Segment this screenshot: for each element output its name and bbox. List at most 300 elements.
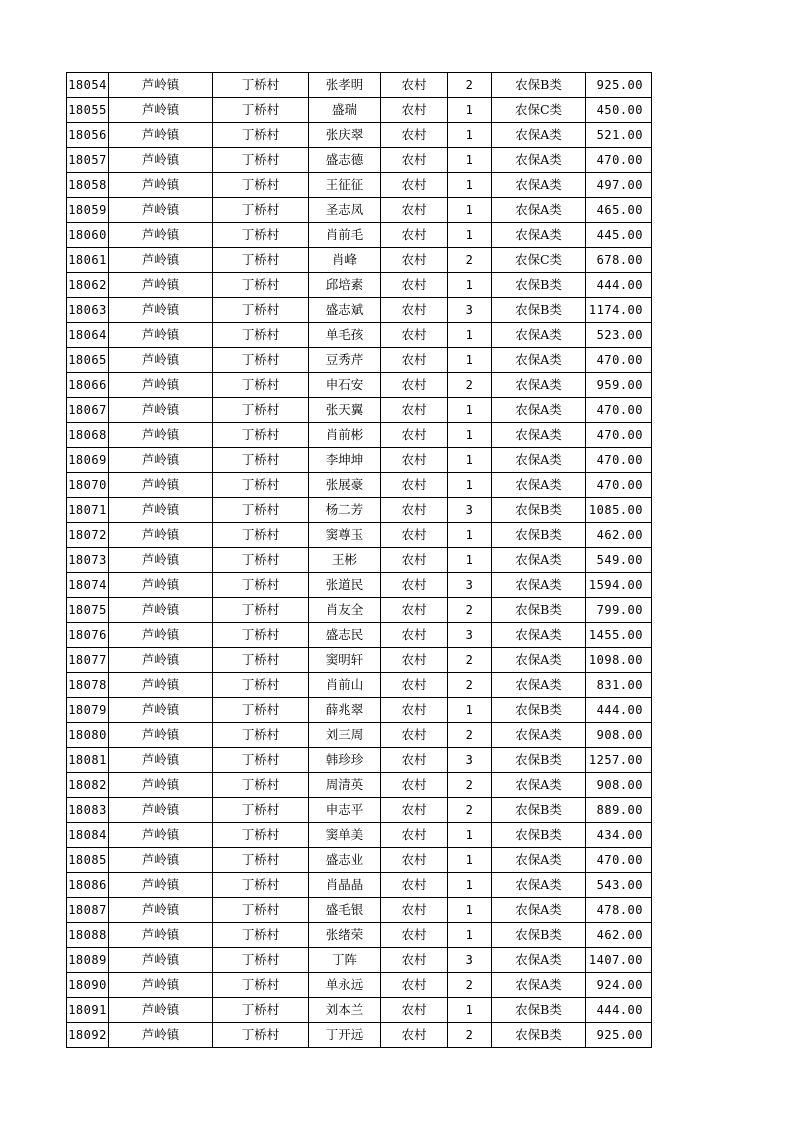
record-id-cell: 18092 — [67, 1023, 109, 1048]
amount-cell: 445.00 — [586, 223, 652, 248]
amount-cell: 1594.00 — [586, 573, 652, 598]
record-id-cell: 18062 — [67, 273, 109, 298]
household-type-cell: 农村 — [381, 748, 448, 773]
record-id-cell: 18054 — [67, 73, 109, 98]
person-name-cell: 邱培素 — [309, 273, 381, 298]
person-name-cell: 单永远 — [309, 973, 381, 998]
category-cell: 农保A类 — [492, 348, 586, 373]
category-cell: 农保B类 — [492, 798, 586, 823]
category-cell: 农保C类 — [492, 248, 586, 273]
person-name-cell: 薛兆翠 — [309, 698, 381, 723]
town-cell: 芦岭镇 — [109, 323, 213, 348]
record-id-cell: 18069 — [67, 448, 109, 473]
household-type-cell: 农村 — [381, 298, 448, 323]
person-name-cell: 张庆翠 — [309, 123, 381, 148]
person-name-cell: 豆秀芹 — [309, 348, 381, 373]
category-cell: 农保A类 — [492, 898, 586, 923]
village-cell: 丁桥村 — [213, 898, 309, 923]
table-row — [67, 448, 652, 473]
table-row — [67, 623, 652, 648]
member-count-cell: 1 — [448, 123, 492, 148]
town-cell: 芦岭镇 — [109, 173, 213, 198]
table-row — [67, 323, 652, 348]
town-cell: 芦岭镇 — [109, 998, 213, 1023]
category-cell: 农保A类 — [492, 173, 586, 198]
table-row — [67, 123, 652, 148]
household-type-cell: 农村 — [381, 148, 448, 173]
category-cell: 农保A类 — [492, 648, 586, 673]
person-name-cell: 盛志斌 — [309, 298, 381, 323]
village-cell: 丁桥村 — [213, 273, 309, 298]
table-row — [67, 198, 652, 223]
household-type-cell: 农村 — [381, 473, 448, 498]
household-type-cell: 农村 — [381, 373, 448, 398]
household-type-cell: 农村 — [381, 73, 448, 98]
household-type-cell: 农村 — [381, 598, 448, 623]
record-id-cell: 18091 — [67, 998, 109, 1023]
village-cell: 丁桥村 — [213, 198, 309, 223]
category-cell: 农保B类 — [492, 598, 586, 623]
household-type-cell: 农村 — [381, 398, 448, 423]
person-name-cell: 肖前彬 — [309, 423, 381, 448]
town-cell: 芦岭镇 — [109, 723, 213, 748]
person-name-cell: 王征征 — [309, 173, 381, 198]
amount-cell: 1257.00 — [586, 748, 652, 773]
village-cell: 丁桥村 — [213, 248, 309, 273]
household-type-cell: 农村 — [381, 898, 448, 923]
town-cell: 芦岭镇 — [109, 373, 213, 398]
person-name-cell: 盛毛银 — [309, 898, 381, 923]
amount-cell: 678.00 — [586, 248, 652, 273]
village-cell: 丁桥村 — [213, 573, 309, 598]
person-name-cell: 王彬 — [309, 548, 381, 573]
village-cell: 丁桥村 — [213, 923, 309, 948]
category-cell: 农保A类 — [492, 948, 586, 973]
person-name-cell: 盛志德 — [309, 148, 381, 173]
town-cell: 芦岭镇 — [109, 598, 213, 623]
table-row — [67, 798, 652, 823]
records-table — [66, 72, 652, 1048]
village-cell: 丁桥村 — [213, 223, 309, 248]
person-name-cell: 申石安 — [309, 373, 381, 398]
person-name-cell: 张天翼 — [309, 398, 381, 423]
town-cell: 芦岭镇 — [109, 923, 213, 948]
record-id-cell: 18087 — [67, 898, 109, 923]
member-count-cell: 2 — [448, 248, 492, 273]
member-count-cell: 2 — [448, 648, 492, 673]
category-cell: 农保B类 — [492, 998, 586, 1023]
town-cell: 芦岭镇 — [109, 823, 213, 848]
table-row — [67, 298, 652, 323]
table-row — [67, 598, 652, 623]
member-count-cell: 3 — [448, 298, 492, 323]
category-cell: 农保A类 — [492, 148, 586, 173]
village-cell: 丁桥村 — [213, 423, 309, 448]
person-name-cell: 张道民 — [309, 573, 381, 598]
record-id-cell: 18057 — [67, 148, 109, 173]
town-cell: 芦岭镇 — [109, 148, 213, 173]
person-name-cell: 刘三周 — [309, 723, 381, 748]
amount-cell: 1455.00 — [586, 623, 652, 648]
category-cell: 农保A类 — [492, 573, 586, 598]
record-id-cell: 18058 — [67, 173, 109, 198]
record-id-cell: 18090 — [67, 973, 109, 998]
amount-cell: 924.00 — [586, 973, 652, 998]
person-name-cell: 张孝明 — [309, 73, 381, 98]
record-id-cell: 18078 — [67, 673, 109, 698]
person-name-cell: 张绪荣 — [309, 923, 381, 948]
person-name-cell: 肖峰 — [309, 248, 381, 273]
town-cell: 芦岭镇 — [109, 98, 213, 123]
village-cell: 丁桥村 — [213, 873, 309, 898]
record-id-cell: 18076 — [67, 623, 109, 648]
household-type-cell: 农村 — [381, 123, 448, 148]
category-cell: 农保A类 — [492, 973, 586, 998]
table-row — [67, 523, 652, 548]
person-name-cell: 丁阵 — [309, 948, 381, 973]
record-id-cell: 18063 — [67, 298, 109, 323]
town-cell: 芦岭镇 — [109, 948, 213, 973]
member-count-cell: 1 — [448, 548, 492, 573]
amount-cell: 1098.00 — [586, 648, 652, 673]
amount-cell: 831.00 — [586, 673, 652, 698]
record-id-cell: 18088 — [67, 923, 109, 948]
amount-cell: 470.00 — [586, 848, 652, 873]
member-count-cell: 2 — [448, 373, 492, 398]
town-cell: 芦岭镇 — [109, 673, 213, 698]
village-cell: 丁桥村 — [213, 98, 309, 123]
household-type-cell: 农村 — [381, 573, 448, 598]
member-count-cell: 3 — [448, 623, 492, 648]
person-name-cell: 肖晶晶 — [309, 873, 381, 898]
member-count-cell: 2 — [448, 73, 492, 98]
table-row — [67, 973, 652, 998]
table-row — [67, 898, 652, 923]
table-row — [67, 773, 652, 798]
village-cell: 丁桥村 — [213, 148, 309, 173]
record-id-cell: 18061 — [67, 248, 109, 273]
category-cell: 农保B类 — [492, 1023, 586, 1048]
table-row — [67, 748, 652, 773]
member-count-cell: 2 — [448, 973, 492, 998]
table-row — [67, 398, 652, 423]
member-count-cell: 1 — [448, 698, 492, 723]
member-count-cell: 1 — [448, 448, 492, 473]
member-count-cell: 2 — [448, 773, 492, 798]
household-type-cell: 农村 — [381, 98, 448, 123]
amount-cell: 470.00 — [586, 473, 652, 498]
record-id-cell: 18067 — [67, 398, 109, 423]
member-count-cell: 3 — [448, 498, 492, 523]
village-cell: 丁桥村 — [213, 448, 309, 473]
amount-cell: 908.00 — [586, 773, 652, 798]
category-cell: 农保A类 — [492, 448, 586, 473]
person-name-cell: 单毛孩 — [309, 323, 381, 348]
household-type-cell: 农村 — [381, 823, 448, 848]
record-id-cell: 18059 — [67, 198, 109, 223]
table-row — [67, 673, 652, 698]
town-cell: 芦岭镇 — [109, 523, 213, 548]
village-cell: 丁桥村 — [213, 398, 309, 423]
member-count-cell: 1 — [448, 98, 492, 123]
category-cell: 农保A类 — [492, 398, 586, 423]
person-name-cell: 肖前山 — [309, 673, 381, 698]
person-name-cell: 肖前毛 — [309, 223, 381, 248]
amount-cell: 521.00 — [586, 123, 652, 148]
amount-cell: 470.00 — [586, 448, 652, 473]
amount-cell: 444.00 — [586, 998, 652, 1023]
town-cell: 芦岭镇 — [109, 1023, 213, 1048]
village-cell: 丁桥村 — [213, 648, 309, 673]
household-type-cell: 农村 — [381, 223, 448, 248]
household-type-cell: 农村 — [381, 673, 448, 698]
household-type-cell: 农村 — [381, 998, 448, 1023]
record-id-cell: 18085 — [67, 848, 109, 873]
amount-cell: 925.00 — [586, 1023, 652, 1048]
household-type-cell: 农村 — [381, 923, 448, 948]
village-cell: 丁桥村 — [213, 373, 309, 398]
member-count-cell: 2 — [448, 798, 492, 823]
town-cell: 芦岭镇 — [109, 298, 213, 323]
town-cell: 芦岭镇 — [109, 748, 213, 773]
town-cell: 芦岭镇 — [109, 573, 213, 598]
table-row — [67, 723, 652, 748]
table-row — [67, 698, 652, 723]
member-count-cell: 1 — [448, 148, 492, 173]
record-id-cell: 18070 — [67, 473, 109, 498]
table-row — [67, 148, 652, 173]
person-name-cell: 窦明轩 — [309, 648, 381, 673]
village-cell: 丁桥村 — [213, 848, 309, 873]
table-row — [67, 848, 652, 873]
amount-cell: 549.00 — [586, 548, 652, 573]
town-cell: 芦岭镇 — [109, 223, 213, 248]
household-type-cell: 农村 — [381, 423, 448, 448]
member-count-cell: 3 — [448, 573, 492, 598]
town-cell: 芦岭镇 — [109, 548, 213, 573]
record-id-cell: 18066 — [67, 373, 109, 398]
record-id-cell: 18080 — [67, 723, 109, 748]
household-type-cell: 农村 — [381, 973, 448, 998]
amount-cell: 889.00 — [586, 798, 652, 823]
village-cell: 丁桥村 — [213, 798, 309, 823]
village-cell: 丁桥村 — [213, 598, 309, 623]
village-cell: 丁桥村 — [213, 548, 309, 573]
village-cell: 丁桥村 — [213, 948, 309, 973]
amount-cell: 434.00 — [586, 823, 652, 848]
town-cell: 芦岭镇 — [109, 873, 213, 898]
member-count-cell: 1 — [448, 923, 492, 948]
household-type-cell: 农村 — [381, 173, 448, 198]
record-id-cell: 18075 — [67, 598, 109, 623]
village-cell: 丁桥村 — [213, 348, 309, 373]
table-row — [67, 548, 652, 573]
category-cell: 农保B类 — [492, 523, 586, 548]
household-type-cell: 农村 — [381, 498, 448, 523]
amount-cell: 470.00 — [586, 148, 652, 173]
category-cell: 农保A类 — [492, 873, 586, 898]
table-row — [67, 873, 652, 898]
household-type-cell: 农村 — [381, 948, 448, 973]
village-cell: 丁桥村 — [213, 73, 309, 98]
town-cell: 芦岭镇 — [109, 973, 213, 998]
town-cell: 芦岭镇 — [109, 898, 213, 923]
village-cell: 丁桥村 — [213, 323, 309, 348]
category-cell: 农保B类 — [492, 498, 586, 523]
person-name-cell: 窦单美 — [309, 823, 381, 848]
village-cell: 丁桥村 — [213, 673, 309, 698]
household-type-cell: 农村 — [381, 1023, 448, 1048]
member-count-cell: 2 — [448, 673, 492, 698]
member-count-cell: 1 — [448, 473, 492, 498]
table-row — [67, 923, 652, 948]
record-id-cell: 18068 — [67, 423, 109, 448]
amount-cell: 470.00 — [586, 348, 652, 373]
town-cell: 芦岭镇 — [109, 448, 213, 473]
person-name-cell: 肖友全 — [309, 598, 381, 623]
record-id-cell: 18074 — [67, 573, 109, 598]
household-type-cell: 农村 — [381, 548, 448, 573]
person-name-cell: 盛志业 — [309, 848, 381, 873]
record-id-cell: 18081 — [67, 748, 109, 773]
member-count-cell: 1 — [448, 523, 492, 548]
person-name-cell: 盛志民 — [309, 623, 381, 648]
town-cell: 芦岭镇 — [109, 273, 213, 298]
table-row — [67, 98, 652, 123]
record-id-cell: 18077 — [67, 648, 109, 673]
amount-cell: 1174.00 — [586, 298, 652, 323]
category-cell: 农保B类 — [492, 273, 586, 298]
table-row — [67, 573, 652, 598]
member-count-cell: 1 — [448, 323, 492, 348]
amount-cell: 925.00 — [586, 73, 652, 98]
amount-cell: 478.00 — [586, 898, 652, 923]
village-cell: 丁桥村 — [213, 973, 309, 998]
table-row — [67, 648, 652, 673]
village-cell: 丁桥村 — [213, 748, 309, 773]
person-name-cell: 韩珍珍 — [309, 748, 381, 773]
record-id-cell: 18056 — [67, 123, 109, 148]
household-type-cell: 农村 — [381, 848, 448, 873]
member-count-cell: 1 — [448, 873, 492, 898]
household-type-cell: 农村 — [381, 198, 448, 223]
town-cell: 芦岭镇 — [109, 798, 213, 823]
table-body — [67, 73, 652, 1048]
category-cell: 农保A类 — [492, 323, 586, 348]
amount-cell: 470.00 — [586, 398, 652, 423]
table-row — [67, 998, 652, 1023]
household-type-cell: 农村 — [381, 248, 448, 273]
table-row — [67, 273, 652, 298]
person-name-cell: 李坤坤 — [309, 448, 381, 473]
category-cell: 农保A类 — [492, 123, 586, 148]
town-cell: 芦岭镇 — [109, 73, 213, 98]
member-count-cell: 2 — [448, 598, 492, 623]
village-cell: 丁桥村 — [213, 473, 309, 498]
person-name-cell: 窦尊玉 — [309, 523, 381, 548]
person-name-cell: 杨二芳 — [309, 498, 381, 523]
amount-cell: 799.00 — [586, 598, 652, 623]
table-row — [67, 423, 652, 448]
record-id-cell: 18086 — [67, 873, 109, 898]
person-name-cell: 张展豪 — [309, 473, 381, 498]
record-id-cell: 18055 — [67, 98, 109, 123]
person-name-cell: 申志平 — [309, 798, 381, 823]
person-name-cell: 圣志凤 — [309, 198, 381, 223]
village-cell: 丁桥村 — [213, 698, 309, 723]
category-cell: 农保B类 — [492, 823, 586, 848]
member-count-cell: 1 — [448, 348, 492, 373]
member-count-cell: 1 — [448, 398, 492, 423]
amount-cell: 543.00 — [586, 873, 652, 898]
table-row — [67, 498, 652, 523]
category-cell: 农保A类 — [492, 473, 586, 498]
amount-cell: 1407.00 — [586, 948, 652, 973]
record-id-cell: 18083 — [67, 798, 109, 823]
table-row — [67, 223, 652, 248]
village-cell: 丁桥村 — [213, 123, 309, 148]
household-type-cell: 农村 — [381, 623, 448, 648]
village-cell: 丁桥村 — [213, 773, 309, 798]
member-count-cell: 1 — [448, 198, 492, 223]
town-cell: 芦岭镇 — [109, 698, 213, 723]
member-count-cell: 1 — [448, 998, 492, 1023]
household-type-cell: 农村 — [381, 348, 448, 373]
member-count-cell: 2 — [448, 1023, 492, 1048]
category-cell: 农保A类 — [492, 673, 586, 698]
record-id-cell: 18089 — [67, 948, 109, 973]
household-type-cell: 农村 — [381, 873, 448, 898]
amount-cell: 1085.00 — [586, 498, 652, 523]
town-cell: 芦岭镇 — [109, 498, 213, 523]
member-count-cell: 1 — [448, 173, 492, 198]
table-row — [67, 1023, 652, 1048]
amount-cell: 462.00 — [586, 523, 652, 548]
member-count-cell: 1 — [448, 823, 492, 848]
town-cell: 芦岭镇 — [109, 848, 213, 873]
record-id-cell: 18073 — [67, 548, 109, 573]
person-name-cell: 盛瑞 — [309, 98, 381, 123]
town-cell: 芦岭镇 — [109, 348, 213, 373]
member-count-cell: 2 — [448, 723, 492, 748]
person-name-cell: 周清英 — [309, 773, 381, 798]
village-cell: 丁桥村 — [213, 498, 309, 523]
member-count-cell: 1 — [448, 898, 492, 923]
town-cell: 芦岭镇 — [109, 473, 213, 498]
amount-cell: 523.00 — [586, 323, 652, 348]
village-cell: 丁桥村 — [213, 823, 309, 848]
record-id-cell: 18079 — [67, 698, 109, 723]
amount-cell: 450.00 — [586, 98, 652, 123]
amount-cell: 470.00 — [586, 423, 652, 448]
record-id-cell: 18072 — [67, 523, 109, 548]
town-cell: 芦岭镇 — [109, 623, 213, 648]
town-cell: 芦岭镇 — [109, 248, 213, 273]
town-cell: 芦岭镇 — [109, 648, 213, 673]
amount-cell: 497.00 — [586, 173, 652, 198]
person-name-cell: 刘本兰 — [309, 998, 381, 1023]
category-cell: 农保B类 — [492, 923, 586, 948]
town-cell: 芦岭镇 — [109, 123, 213, 148]
member-count-cell: 1 — [448, 273, 492, 298]
category-cell: 农保B类 — [492, 73, 586, 98]
village-cell: 丁桥村 — [213, 173, 309, 198]
town-cell: 芦岭镇 — [109, 198, 213, 223]
category-cell: 农保B类 — [492, 698, 586, 723]
amount-cell: 462.00 — [586, 923, 652, 948]
category-cell: 农保A类 — [492, 773, 586, 798]
household-type-cell: 农村 — [381, 523, 448, 548]
